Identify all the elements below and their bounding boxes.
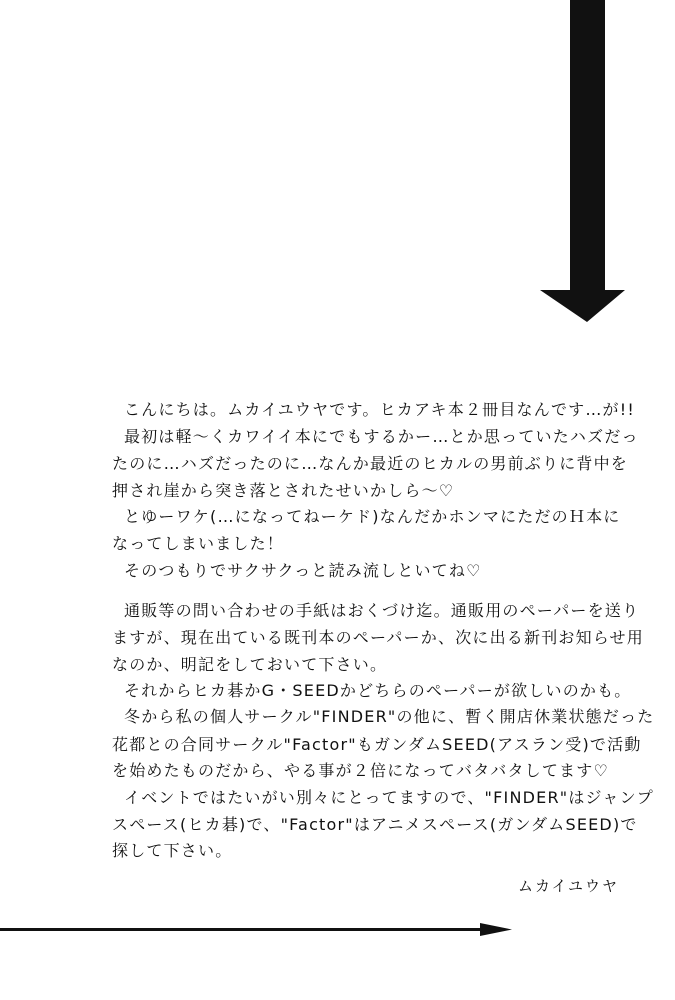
text-line: なのか、明記をしておいて下さい。 (112, 655, 388, 674)
signature: ムカイユウヤ (518, 877, 619, 895)
text-line: とゆーワケ(…になってねーケド)なんだかホンマにただのＨ本に (124, 507, 621, 526)
text-line: なってしまいました！ (112, 534, 285, 553)
text-line: を始めたものだから、やる事が２倍になってバタバタしてます♡ (112, 761, 609, 780)
text-line: 通販等の問い合わせの手紙はおくづけ迄。通販用のペーパーを送り (124, 601, 640, 620)
text-line: 押され崖から突き落とされたせいかしら～♡ (112, 481, 455, 500)
text-line: それからヒカ碁かG・SEEDかどちらのペーパーが欲しいのかも。 (124, 681, 632, 700)
text-line: 最初は軽～くカワイイ本にでもするかー…とか思っていたハズだっ (124, 427, 639, 446)
text-line: 探して下さい。 (112, 841, 233, 860)
text-line: スペース(ヒカ碁)で、"Factor"はアニメスペース(ガンダムSEED)で (112, 815, 638, 834)
down-arrow-icon (535, 0, 630, 330)
text-line: 花都との合同サークル"Factor"もガンダムSEED(アスラン受)で活動 (112, 735, 642, 754)
text-line: たのに…ハズだったのに…なんか最近のヒカルの男前ぶりに背中を (112, 454, 629, 473)
text-line: イベントではたいがい別々にとってますので、"FINDER"はジャンプ (124, 788, 654, 807)
text-line: ますが、現在出ている既刊本のペーパーか、次に出る新刊お知らせ用 (112, 628, 644, 647)
text-line: そのつもりでサクサクっと読み流しといてね♡ (124, 561, 482, 580)
right-arrow-icon (0, 922, 515, 938)
text-line: 冬から私の個人サークル"FINDER"の他に、暫く開店休業状態だった (124, 707, 655, 726)
text-line: こんにちは。ムカイユウヤです。ヒカアキ本２冊目なんです…が!! (124, 400, 635, 419)
